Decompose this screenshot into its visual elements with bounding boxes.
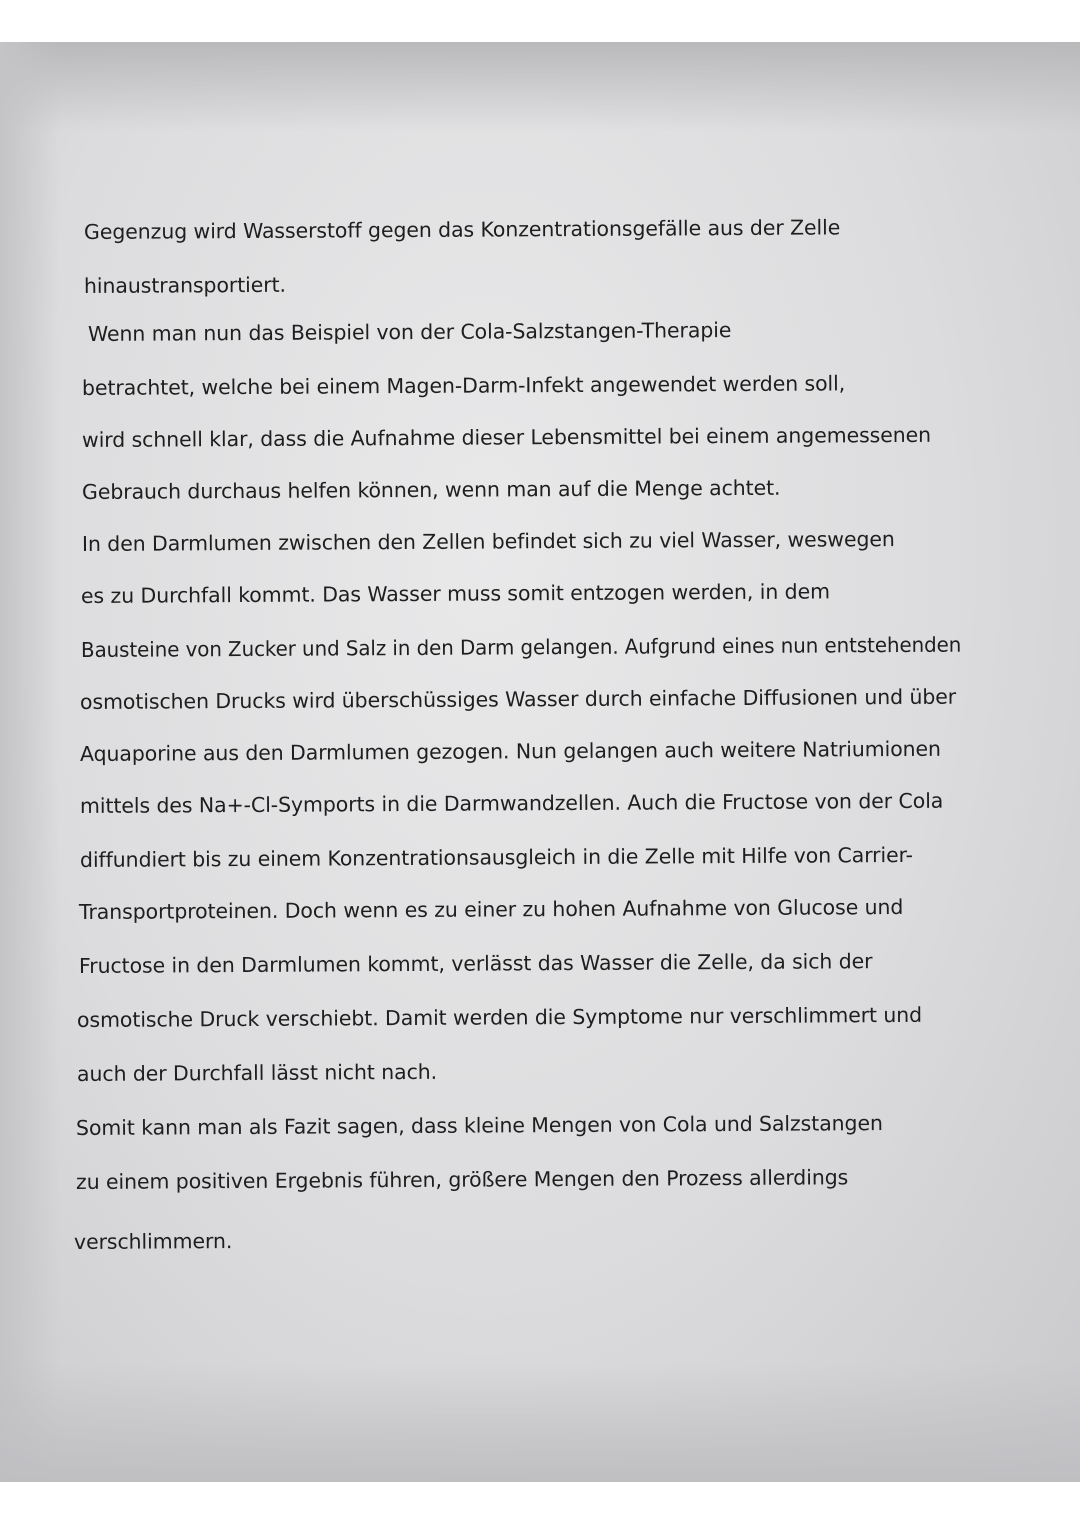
text-line: Wenn man nun das Beispiel von der Cola-Salzstangen-Therapie: [87, 318, 732, 346]
text-line: In den Darmlumen zwischen den Zellen befindet sich zu viel Wasser, weswegen: [81, 527, 895, 556]
text-line: auch der Durchfall lässt nicht nach.: [76, 1059, 438, 1086]
text-line: Gegenzug wird Wasserstoff gegen das Konzentrationsgefälle aus der Zelle: [83, 215, 841, 244]
bottom-shadow: [0, 1362, 1080, 1482]
text-line: Gebrauch durchaus helfen können, wenn man auf die Menge achtet.: [81, 475, 781, 504]
text-line: osmotische Druck verschiebt. Damit werden die Symptome nur verschlimmert und: [76, 1002, 923, 1032]
top-shadow: [0, 42, 1080, 132]
document-photo: [0, 42, 1080, 1482]
text-line: Fructose in den Darmlumen kommt, verlässt das Wasser die Zelle, da sich der: [78, 949, 873, 978]
text-line: Aquaporine aus den Darmlumen gezogen. Nun gelangen auch weitere Natriumionen: [79, 736, 941, 766]
text-line: zu einem positiven Ergebnis führen, größere Mengen den Prozess allerdings: [75, 1165, 849, 1194]
text-line: verschlimmern.: [73, 1229, 233, 1254]
text-line: hinaustransportiert.: [83, 272, 287, 298]
left-shadow: [0, 42, 60, 1482]
text-line: Bausteine von Zucker und Salz in den Darm gelangen. Aufgrund eines nun entstehenden: [80, 632, 962, 662]
text-line: diffundiert bis zu einem Konzentrationsausgleich in die Zelle mit Hilfe von Carrier-: [79, 842, 913, 872]
text-line: mittels des Na+-Cl-Symports in die Darmwandzellen. Auch die Fructose von der Cola: [79, 788, 944, 818]
text-line: wird schnell klar, dass die Aufnahme dieser Lebensmittel bei einem angemessenen: [81, 422, 932, 452]
text-line: osmotischen Drucks wird überschüssiges Wasser durch einfache Diffusionen und über: [79, 684, 957, 714]
text-line: betrachtet, welche bei einem Magen-Darm-Infekt angewendet werden soll,: [81, 371, 846, 400]
text-line: Transportproteinen. Doch wenn es zu einer zu hohen Aufnahme von Glucose und: [78, 894, 904, 924]
text-line: es zu Durchfall kommt. Das Wasser muss somit entzogen werden, in dem: [80, 579, 830, 608]
text-line: Somit kann man als Fazit sagen, dass kleine Mengen von Cola und Salzstangen: [75, 1111, 883, 1140]
